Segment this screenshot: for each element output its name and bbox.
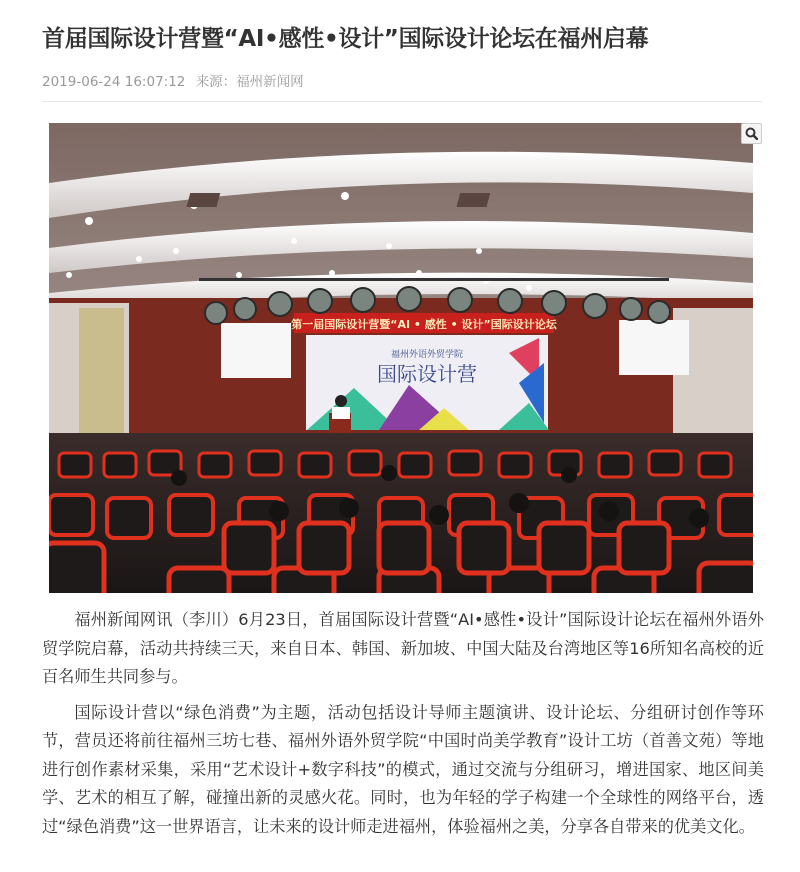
paragraph: 福州新闻网讯（李川）6月23日，首届国际设计营暨“AI•感性•设计”国际设计论坛在福州外语外贸学院启幕，活动共持续三天，来自日本、韩国、新加坡、中国大陆及台湾地区等16所知名高校的近百名师生共同参与。: [42, 610, 764, 686]
publish-date: 2019-06-24 16:07:12: [42, 74, 186, 90]
paragraph: 国际设计营以“绿色消费”为主题，活动包括设计导师主题演讲、设计论坛、分组研讨创作等环节，营员还将前往福州三坊七巷、福州外语外贸学院“中国时尚美学教育”设计工坊（首善文苑）等地进行创作素材采集，采用“艺术设计+数字科技”的模式，通过交流与分组研习，增进国家、地区间美学、艺术的相互了解，碰撞出新的灵感火花。同时，也为年轻的学子构建一个全球性的网络平台，透过“绿色消费”这一世界语言，让未来的设计师走进福州，体验福州之美，分享各自带来的优美文化。: [42, 702, 764, 836]
screen-logo-text: 福州外语外贸学院: [390, 350, 464, 360]
image-zoom-button[interactable]: [741, 123, 762, 144]
article-meta: [42, 72, 304, 92]
article-photo: [49, 123, 753, 593]
auditorium-photo-illustration: [49, 123, 753, 593]
magnifier-icon: [745, 127, 758, 140]
title-divider: [42, 101, 762, 102]
source-name: 福州新闻网: [236, 74, 304, 90]
led-banner-text: 第一届国际设计营暨“AI • 感性 • 设计”国际设计论坛: [291, 318, 557, 331]
screen-title: 国际设计营: [377, 362, 477, 386]
article-body: [42, 606, 764, 848]
article-title: 首届国际设计营暨“AI•感性•设计”国际设计论坛在福州启幕: [42, 26, 649, 52]
source-label: 来源：: [195, 74, 237, 90]
